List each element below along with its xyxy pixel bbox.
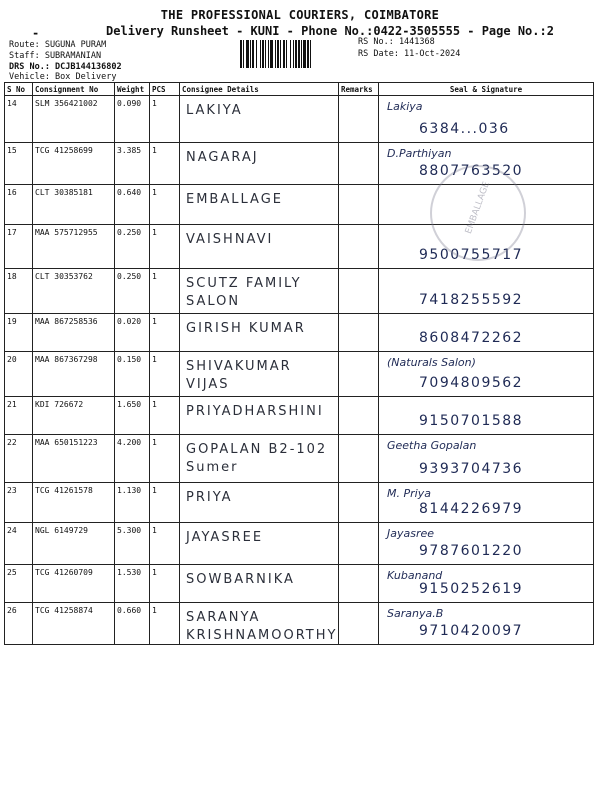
cell-remarks <box>339 523 379 565</box>
handwritten-consignee: GIRISH KUMAR <box>186 321 306 336</box>
barcode-image <box>240 40 350 68</box>
col-sno: S No <box>5 83 33 96</box>
cell-signature <box>379 269 594 314</box>
cell-consignee <box>180 435 339 483</box>
barcode-bar <box>298 40 300 68</box>
handwritten-consignee: PRIYADHARSHINI <box>186 404 324 419</box>
cell-consignee <box>180 143 339 185</box>
cell-signature <box>379 96 594 143</box>
cell-remarks <box>339 483 379 523</box>
cell-remarks <box>339 225 379 269</box>
barcode-bar <box>283 40 285 68</box>
col-weight: Weight <box>115 83 150 96</box>
signature-phone: 7418255592 <box>419 292 524 308</box>
handwritten-consignee: VAISHNAVI <box>186 232 274 247</box>
handwritten-consignee: SCUTZ FAMILY SALON <box>186 276 302 309</box>
cell-consignee <box>180 96 339 143</box>
cell-pcs: 1 <box>150 314 180 352</box>
handwritten-consignee: LAKIYA <box>186 103 243 118</box>
cell-weight: 0.150 <box>115 352 150 397</box>
cell-remarks <box>339 96 379 143</box>
cell-remarks <box>339 185 379 225</box>
cell-weight: 1.650 <box>115 397 150 435</box>
cell-pcs: 1 <box>150 603 180 645</box>
cell-sno: 20 <box>5 352 33 397</box>
table-row <box>5 96 594 143</box>
handwritten-consignee: SARANYA KRISHNAMOORTHY <box>186 610 338 643</box>
cell-pcs: 1 <box>150 96 180 143</box>
handwritten-consignee: NAGARAJ <box>186 150 259 165</box>
cell-consignee <box>180 603 339 645</box>
cell-sno: 15 <box>5 143 33 185</box>
col-signature: Seal & Signature <box>379 83 594 96</box>
barcode-bar <box>293 40 294 68</box>
signature-phone: 7094809562 <box>419 375 524 391</box>
barcode-bar <box>303 40 306 68</box>
cell-signature <box>379 352 594 397</box>
barcode-bar <box>268 40 269 68</box>
signature-phone: 9150252619 <box>419 581 524 597</box>
cell-cno: TCG 41261578 <box>33 483 115 523</box>
cell-sno: 18 <box>5 269 33 314</box>
cell-consignee <box>180 225 339 269</box>
cell-cno: TCG 41258699 <box>33 143 115 185</box>
signature-text: Lakiya <box>387 100 423 113</box>
table-row <box>5 352 594 397</box>
barcode-bar <box>250 40 251 68</box>
barcode-bar <box>243 40 244 68</box>
table-row <box>5 565 594 603</box>
cell-sno: 23 <box>5 483 33 523</box>
cell-cno: TCG 41260709 <box>33 565 115 603</box>
signature-phone: 9150701588 <box>419 413 524 429</box>
barcode-bar <box>246 40 249 68</box>
cell-consignee <box>180 397 339 435</box>
cell-consignee <box>180 269 339 314</box>
cell-pcs: 1 <box>150 483 180 523</box>
cell-consignee <box>180 483 339 523</box>
cell-pcs: 1 <box>150 397 180 435</box>
cell-cno: CLT 30353762 <box>33 269 115 314</box>
cell-weight: 4.200 <box>115 435 150 483</box>
signature-phone: 8144226979 <box>419 501 524 517</box>
barcode-bar <box>307 40 309 68</box>
cell-cno: NGL 6149729 <box>33 523 115 565</box>
cell-sno: 19 <box>5 314 33 352</box>
cell-sno: 26 <box>5 603 33 645</box>
cell-sno: 25 <box>5 565 33 603</box>
signature-phone: 8608472262 <box>419 330 524 346</box>
barcode-bar <box>256 40 257 68</box>
cell-weight: 5.300 <box>115 523 150 565</box>
cell-signature <box>379 435 594 483</box>
cell-weight: 0.020 <box>115 314 150 352</box>
cell-weight: 0.660 <box>115 603 150 645</box>
col-consignment: Consignment No <box>33 83 115 96</box>
barcode-bar <box>275 40 276 68</box>
cell-weight: 0.250 <box>115 269 150 314</box>
cell-sno: 22 <box>5 435 33 483</box>
cell-cno: SLM 356421002 <box>33 96 115 143</box>
cell-sno: 21 <box>5 397 33 435</box>
table-row <box>5 314 594 352</box>
cell-pcs: 1 <box>150 269 180 314</box>
cell-sno: 24 <box>5 523 33 565</box>
company-title: THE PROFESSIONAL COURIERS, COIMBATORE <box>160 8 440 22</box>
handwritten-consignee: JAYASREE <box>186 530 264 545</box>
cell-remarks <box>339 269 379 314</box>
cell-pcs: 1 <box>150 523 180 565</box>
cell-pcs: 1 <box>150 185 180 225</box>
signature-text: Geetha Gopalan <box>387 439 477 452</box>
cell-cno: TCG 41258874 <box>33 603 115 645</box>
cell-weight: 0.640 <box>115 185 150 225</box>
col-pcs: PCS <box>150 83 180 96</box>
cell-remarks <box>339 314 379 352</box>
table-row <box>5 269 594 314</box>
signature-phone: 6384...036 <box>419 121 510 137</box>
cell-weight: 0.250 <box>115 225 150 269</box>
cell-weight: 0.090 <box>115 96 150 143</box>
cell-cno: KDI 726672 <box>33 397 115 435</box>
cell-sno: 14 <box>5 96 33 143</box>
cell-signature <box>379 523 594 565</box>
signature-phone: 9500755717 <box>419 247 524 263</box>
barcode-bar <box>310 40 311 68</box>
cell-remarks <box>339 435 379 483</box>
barcode-bar <box>260 40 261 68</box>
cell-remarks <box>339 565 379 603</box>
barcode-bar <box>280 40 281 68</box>
cell-pcs: 1 <box>150 352 180 397</box>
cell-pcs: 1 <box>150 435 180 483</box>
cell-signature <box>379 565 594 603</box>
barcode-bar <box>240 40 242 68</box>
cell-consignee <box>180 314 339 352</box>
cell-cno: MAA 867367298 <box>33 352 115 397</box>
cell-weight: 3.385 <box>115 143 150 185</box>
barcode-bar <box>262 40 264 68</box>
signature-phone: 9393704736 <box>419 461 524 477</box>
cell-signature <box>379 603 594 645</box>
handwritten-consignee: GOPALAN B2-102 Sumer <box>186 442 328 475</box>
cell-consignee <box>180 352 339 397</box>
barcode-bar <box>270 40 273 68</box>
cell-cno: MAA 867258536 <box>33 314 115 352</box>
cell-signature <box>379 483 594 523</box>
cell-consignee <box>180 565 339 603</box>
drs-label: DRS No.: DCJB144136802 <box>9 62 122 72</box>
table-row <box>5 603 594 645</box>
stamp-text: EMBALLAGE <box>463 180 493 236</box>
table-row <box>5 483 594 523</box>
table-row <box>5 397 594 435</box>
col-consignee: Consignee Details <box>180 83 339 96</box>
cell-consignee <box>180 185 339 225</box>
cell-cno: CLT 30385181 <box>33 185 115 225</box>
cell-pcs: 1 <box>150 225 180 269</box>
table-row <box>5 523 594 565</box>
barcode-bar <box>290 40 291 68</box>
signature-text: (Naturals Salon) <box>387 356 476 369</box>
cell-remarks <box>339 603 379 645</box>
runsheet-title: Delivery Runsheet - KUNI - Phone No.:0422-3505555 - Page No.:2 <box>106 24 554 38</box>
runsheet-table <box>4 82 594 645</box>
rs-number: RS No.: 1441368 <box>358 37 435 47</box>
staff-label: Staff: SUBRAMANIAN <box>9 51 102 61</box>
table-header-row <box>5 83 594 96</box>
signature-text: D.Parthiyan <box>387 147 452 160</box>
cell-signature <box>379 397 594 435</box>
cell-weight: 1.530 <box>115 565 150 603</box>
cell-sno: 16 <box>5 185 33 225</box>
cell-cno: MAA 575712955 <box>33 225 115 269</box>
cell-remarks <box>339 352 379 397</box>
rs-date: RS Date: 11-Oct-2024 <box>358 49 461 59</box>
signature-phone: 9787601220 <box>419 543 524 559</box>
barcode-bar <box>295 40 297 68</box>
handwritten-consignee: EMBALLAGE <box>186 192 283 207</box>
cell-pcs: 1 <box>150 143 180 185</box>
signature-text: Jayasree <box>387 527 435 540</box>
emballage-stamp <box>430 165 526 261</box>
signature-text: Saranya.B <box>387 607 444 620</box>
barcode-bar <box>265 40 266 68</box>
signature-phone: 9710420097 <box>419 623 524 639</box>
route-label: Route: SUGUNA PURAM <box>9 40 107 50</box>
handwritten-consignee: PRIYA <box>186 490 233 505</box>
cell-signature <box>379 314 594 352</box>
barcode-bar <box>277 40 279 68</box>
cell-remarks <box>339 143 379 185</box>
barcode-bar <box>252 40 254 68</box>
cell-cno: MAA 650151223 <box>33 435 115 483</box>
cell-remarks <box>339 397 379 435</box>
barcode-bar <box>286 40 287 68</box>
vehicle-label: Vehicle: Box Delivery <box>9 72 117 82</box>
cell-weight: 1.130 <box>115 483 150 523</box>
handwritten-consignee: SOWBARNIKA <box>186 572 295 587</box>
cell-consignee <box>180 523 339 565</box>
signature-text: Kubanand <box>387 569 443 582</box>
cell-sno: 17 <box>5 225 33 269</box>
cell-pcs: 1 <box>150 565 180 603</box>
dash-mark: - <box>32 26 40 40</box>
handwritten-consignee: SHIVAKUMAR VIJAS <box>186 359 292 392</box>
table-row <box>5 435 594 483</box>
barcode-bar <box>301 40 302 68</box>
signature-phone: 8807763520 <box>419 163 524 179</box>
col-remarks: Remarks <box>339 83 379 96</box>
signature-text: M. Priya <box>387 487 431 500</box>
